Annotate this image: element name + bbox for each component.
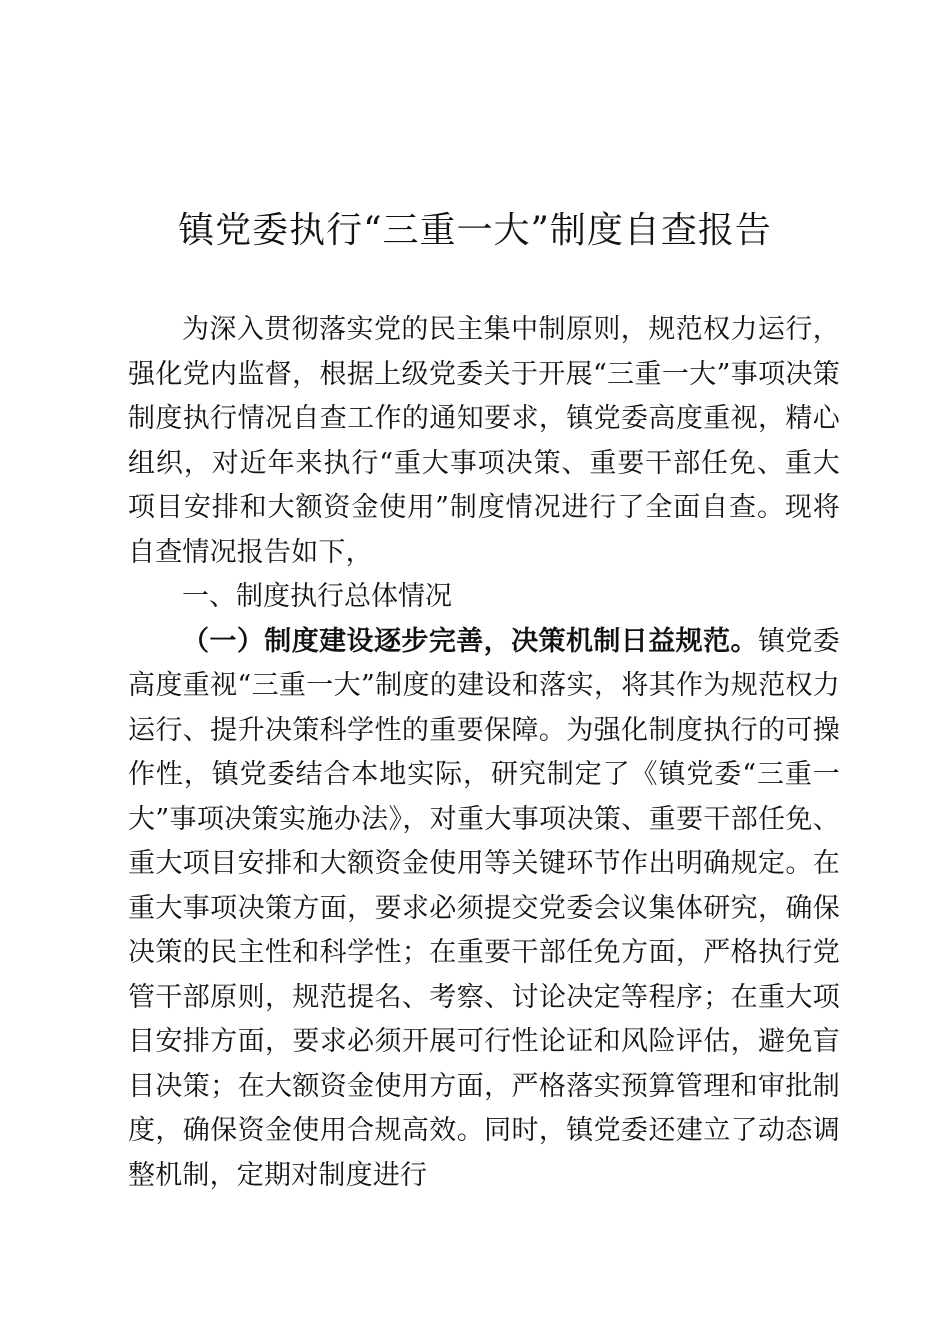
section-heading: 一、制度执行总体情况: [182, 581, 452, 612]
intro-paragraph: 为深入贯彻落实党的民主集中制原则，规范权力运行，强化党内监督，根据上级党委关于开展“三重一大”事项决策制度执行情况自查工作的通知要求，镇党委高度重视，精心组织，对近年来执行“重大事项决策、重要干部任免、重大项目安排和大额资金使用”制度情况进行了全面自查。现将自查情况报告如下，: [128, 314, 840, 568]
document-body: [128, 308, 840, 1198]
document-title: 镇党委执行“三重一大”制度自查报告: [178, 210, 772, 251]
subsection-paragraph: [128, 620, 840, 1199]
subsection-lead: （一）制度建设逐步完善，决策机制日益规范。: [182, 625, 758, 657]
subsection-text: 镇党委高度重视“三重一大”制度的建设和落实，将其作为规范权力运行、提升决策科学性的重要保障。为强化制度执行的可操作性，镇党委结合本地实际，研究制定了《镇党委“三重一大”事项决策实施办法》，对重大事项决策、重要干部任免、重大项目安排和大额资金使用等关键环节作出明确规定。在重大事项决策方面，要求必须提交党委会议集体研究，确保决策的民主性和科学性；在重要干部任免方面，严格执行党管干部原则，规范提名、考察、讨论决定等程序；在重大项目安排方面，要求必须开展可行性论证和风险评估，避免盲目决策；在大额资金使用方面，严格落实预算管理和审批制度，确保资金使用合规高效。同时，镇党委还建立了动态调整机制，定期对制度进行: [128, 625, 840, 1191]
